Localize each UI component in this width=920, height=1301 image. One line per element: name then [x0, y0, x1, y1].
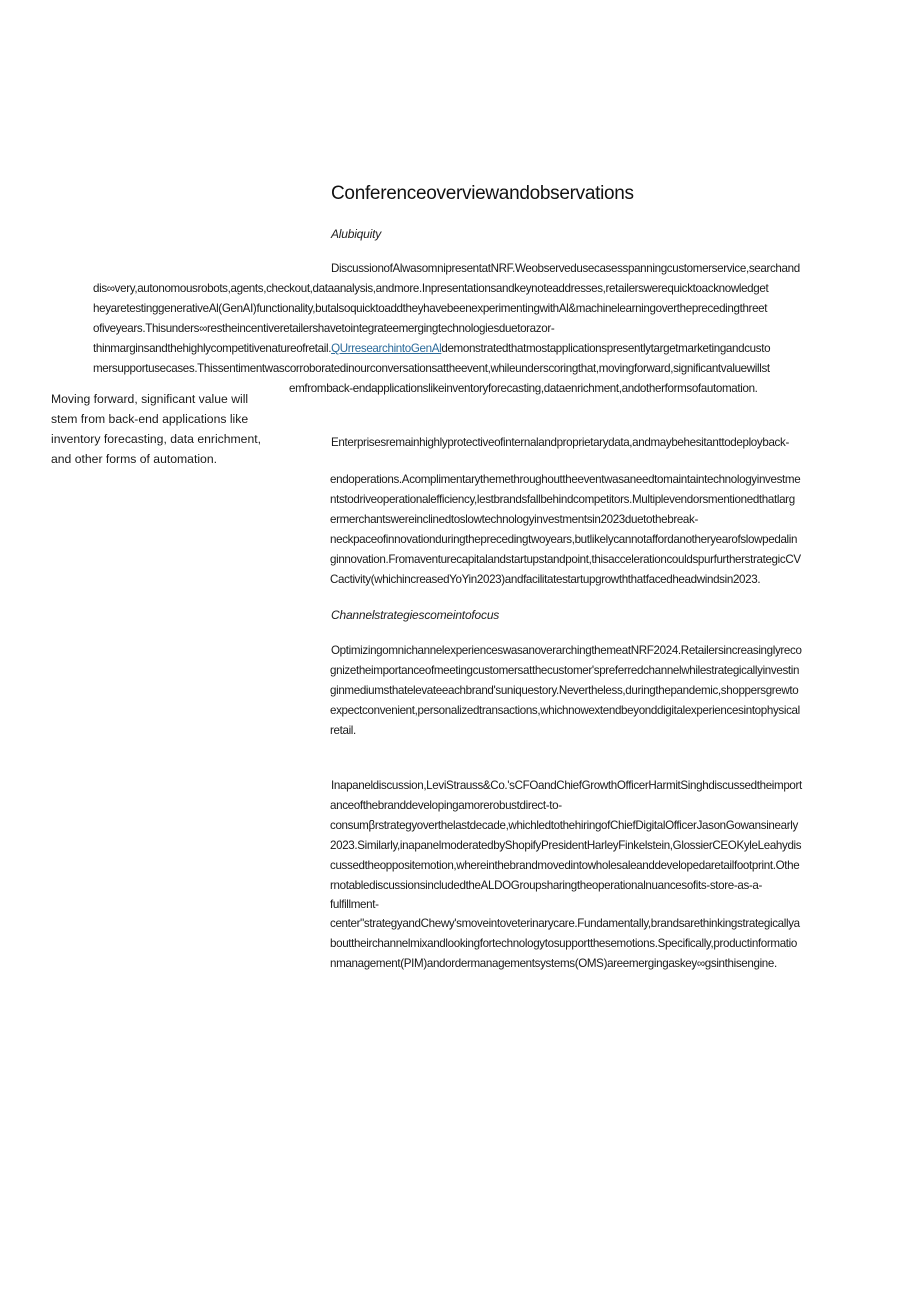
pull-quote-line: inventory forecasting, data enrichment,	[51, 432, 262, 446]
pull-quote-line: and other forms of automation.	[51, 452, 217, 466]
body-line: anceofthebranddevelopingamorerobustdirect-to-	[330, 799, 562, 812]
body-line: mersupportusecases.Thissentimentwascorroboratedinourconversationsattheevent,whileunderscoringthat,movingforward,significantvaluewillst	[93, 362, 770, 375]
body-line: ginnovation.Fromaventurecapitalandstartupstandpoint,thisaccelerationcouldspurfurtherstrategicCV	[330, 553, 801, 566]
body-line: consumβrstrategyoverthelastdecade,whichledtothehiringofChiefDigitalOfficerJasonGowansinearly	[330, 819, 798, 832]
body-line: expectconvenient,personalizedtransactions,whichnowextendbeyonddigitalexperiencesintophysical	[330, 704, 800, 717]
body-line: Cactivity(whichincreasedYoYin2023)andfacilitatestartupgrowththatfacedheadwindsin2023.	[330, 573, 761, 586]
body-line: cussedtheoppositemotion,whereinthebrandmovedintowholesaleanddevelopedaretailfootprint.Othe	[330, 859, 800, 872]
body-line: ermerchantswereinclinedtoslowtechnologyinvestmentsin2023duetothebreak-	[330, 513, 698, 526]
body-line: rnotablediscussionsincludedtheALDOGroupsharingtheoperationalnuancesofits-store-as-a-	[330, 879, 763, 892]
body-line: heyaretestinggenerativeAl(GenAI)functionality,butalsoquicktoaddtheyhavebeenexperimentingwithAl&machinelearningovertheprecedingthreet	[93, 302, 768, 315]
pull-quote	[51, 389, 281, 469]
page-title: Conferenceoverviewandobservations	[331, 183, 634, 204]
body-line: center"strategyandChewy'smoveintoveterinarycare.Fundamentally,brandsarethinkingstrategicallya	[330, 917, 800, 930]
section-heading-channel: Channelstrategiescomeintofocus	[331, 608, 500, 622]
body-line: gnizetheimportanceofmeetingcustomersatthecustomer'spreferredchannelwhilestrategicallyinvestin	[330, 664, 800, 677]
body-line: ginmediumsthatelevateeachbrand'suniquestory.Nevertheless,duringthepandemic,shoppersgrewto	[330, 684, 799, 697]
body-text: demonstratedthatmostapplicationspresentlytargetmarketingandcusto	[441, 342, 771, 355]
body-line: DiscussionofAlwasomnipresentatNRF.Weobservedusecasesspanningcustomerservice,searchand	[331, 262, 800, 275]
body-line: nmanagement(PIM)andordermanagementsystems(OMS)areemergingaskey∞gsinthisengine.	[330, 957, 777, 970]
body-line: retail.	[330, 724, 356, 737]
body-line: ofiveyears.Thisunders∞restheincentiveretailershavetointegrateemergingtechnologiesduetorazor-	[93, 322, 555, 335]
body-text: thinmarginsandthehighlycompetitivenatureofretail.	[93, 342, 332, 355]
body-line: neckpaceofinnovationduringtheprecedingtwoyears,butlikelycannotaffordanotheryearofslowpedalin	[330, 533, 798, 546]
body-line: 2023.Similarly,inapanelmoderatedbyShopifyPresidentHarleyFinkelstein,GlossierCEOKyleLeahydis	[330, 839, 802, 852]
body-line: dis∞very,autonomousrobots,agents,checkout,dataanalysis,andmore.Inpresentationsandkeynoteaddresses,retailerswerequicktoacknowledget	[93, 282, 769, 295]
body-line: bouttheirchannelmixandlookingfortechnologytosupportthesemotions.Specifically,productinformatio	[330, 937, 797, 950]
body-line-with-link	[93, 339, 770, 359]
pull-quote-line: stem from back-end applications like	[51, 412, 249, 426]
body-line: OptimizingomnichannelexperienceswasanoverarchingthemeatNRF2024.Retailersincreasinglyreco	[331, 644, 802, 657]
body-line: Enterprisesremainhighlyprotectiveofinternalandproprietarydata,andmaybehesitanttodeployback-	[331, 436, 789, 449]
body-line: emfromback-endapplicationslikeinventoryforecasting,dataenrichment,andotherformsofautomation.	[289, 382, 758, 395]
section-heading-ai: Alubiquity	[331, 227, 382, 241]
body-line: endoperations.Acomplimentarythemethroughouttheeventwasaneedtomaintaintechnologyinvestme	[330, 473, 801, 486]
body-line: ntstodriveoperationalefficiency,lestbrandsfallbehindcompetitors.Multiplevendorsmentionedthatlarg	[330, 493, 795, 506]
pull-quote-line: Moving forward, significant value will	[51, 392, 249, 406]
body-line: fulfillment-	[330, 898, 379, 911]
body-line: Inapaneldiscussion,LeviStrauss&Co.'sCFOandChiefGrowthOfficerHarmitSinghdiscussedtheimport	[331, 779, 802, 792]
genai-research-link[interactable]: QUrresearchintoGenAl	[331, 342, 442, 355]
